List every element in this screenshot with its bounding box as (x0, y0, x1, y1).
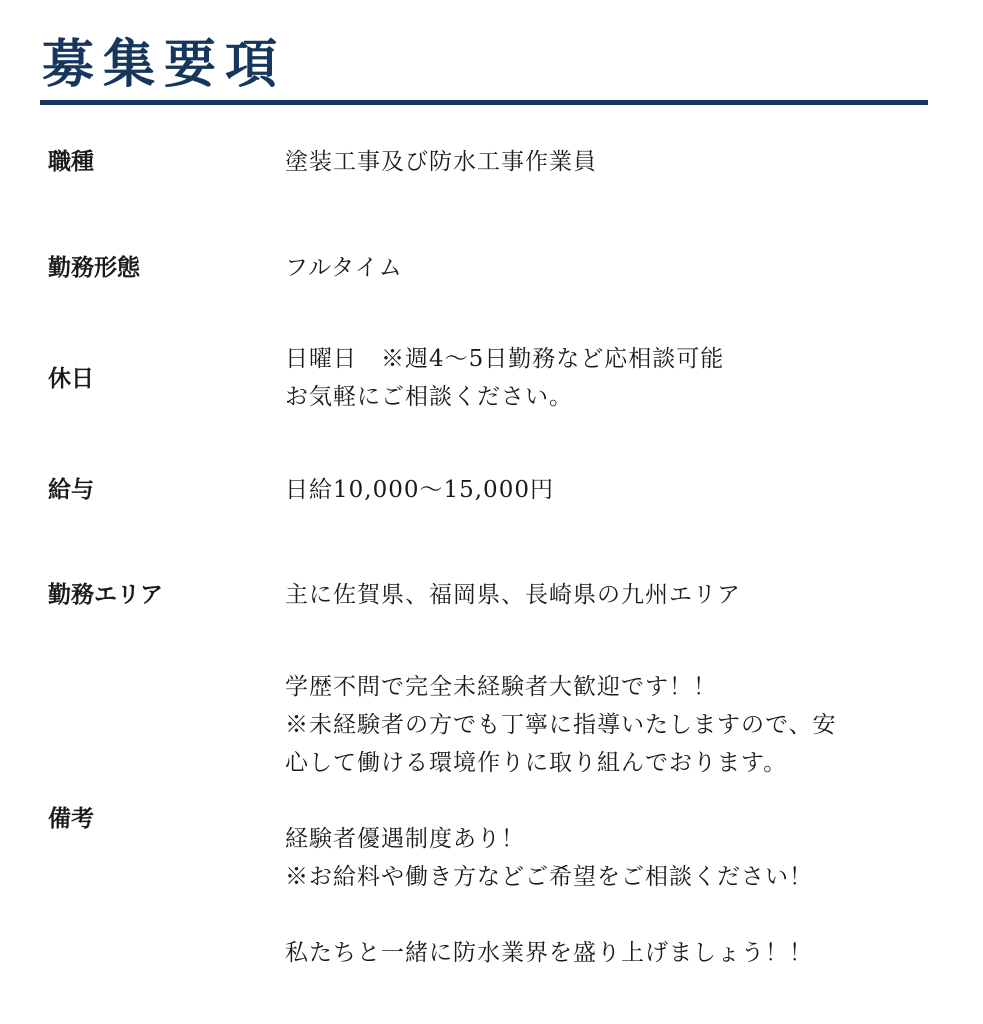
value-line: 塗装工事及び防水工事作業員 (285, 149, 597, 175)
value-line: 心して働ける環境作りに取り組んでおります。 (285, 750, 788, 776)
value-line: 経験者優遇制度あり！ (285, 826, 525, 852)
value-line: 学歴不問で完全未経験者大歓迎です！！ (285, 674, 717, 700)
value-job-type (285, 143, 945, 181)
value-holidays (285, 340, 945, 416)
value-employment-type (285, 249, 945, 287)
label-salary: 給与 (48, 476, 94, 503)
value-line: 日曜日 ※週4～5日勤務など応相談可能 (285, 346, 725, 372)
label-remarks: 備考 (48, 805, 94, 832)
value-line: 私たちと一緒に防水業界を盛り上げましょう！！ (285, 940, 813, 966)
title-underline (40, 100, 928, 105)
value-line (285, 896, 945, 934)
value-line: 日給10,000～15,000円 (285, 477, 554, 503)
label-work-area: 勤務エリア (48, 581, 163, 608)
value-line: 主に佐賀県、福岡県、長崎県の九州エリア (285, 582, 741, 608)
value-line (285, 782, 945, 820)
value-line: フルタイム (285, 255, 403, 281)
value-salary (285, 471, 945, 509)
value-remarks (285, 668, 945, 972)
value-line: お気軽にご相談ください。 (285, 384, 573, 410)
page-title: 募集要項 (42, 34, 287, 95)
value-work-area (285, 576, 945, 614)
label-employment-type: 勤務形態 (48, 254, 140, 281)
label-job-type: 職種 (48, 148, 94, 175)
value-line: ※未経験者の方でも丁寧に指導いたしますので、安 (285, 712, 837, 738)
label-holidays: 休日 (48, 365, 94, 392)
value-line: ※お給料や働き方などご希望をご相談ください！ (285, 864, 813, 890)
